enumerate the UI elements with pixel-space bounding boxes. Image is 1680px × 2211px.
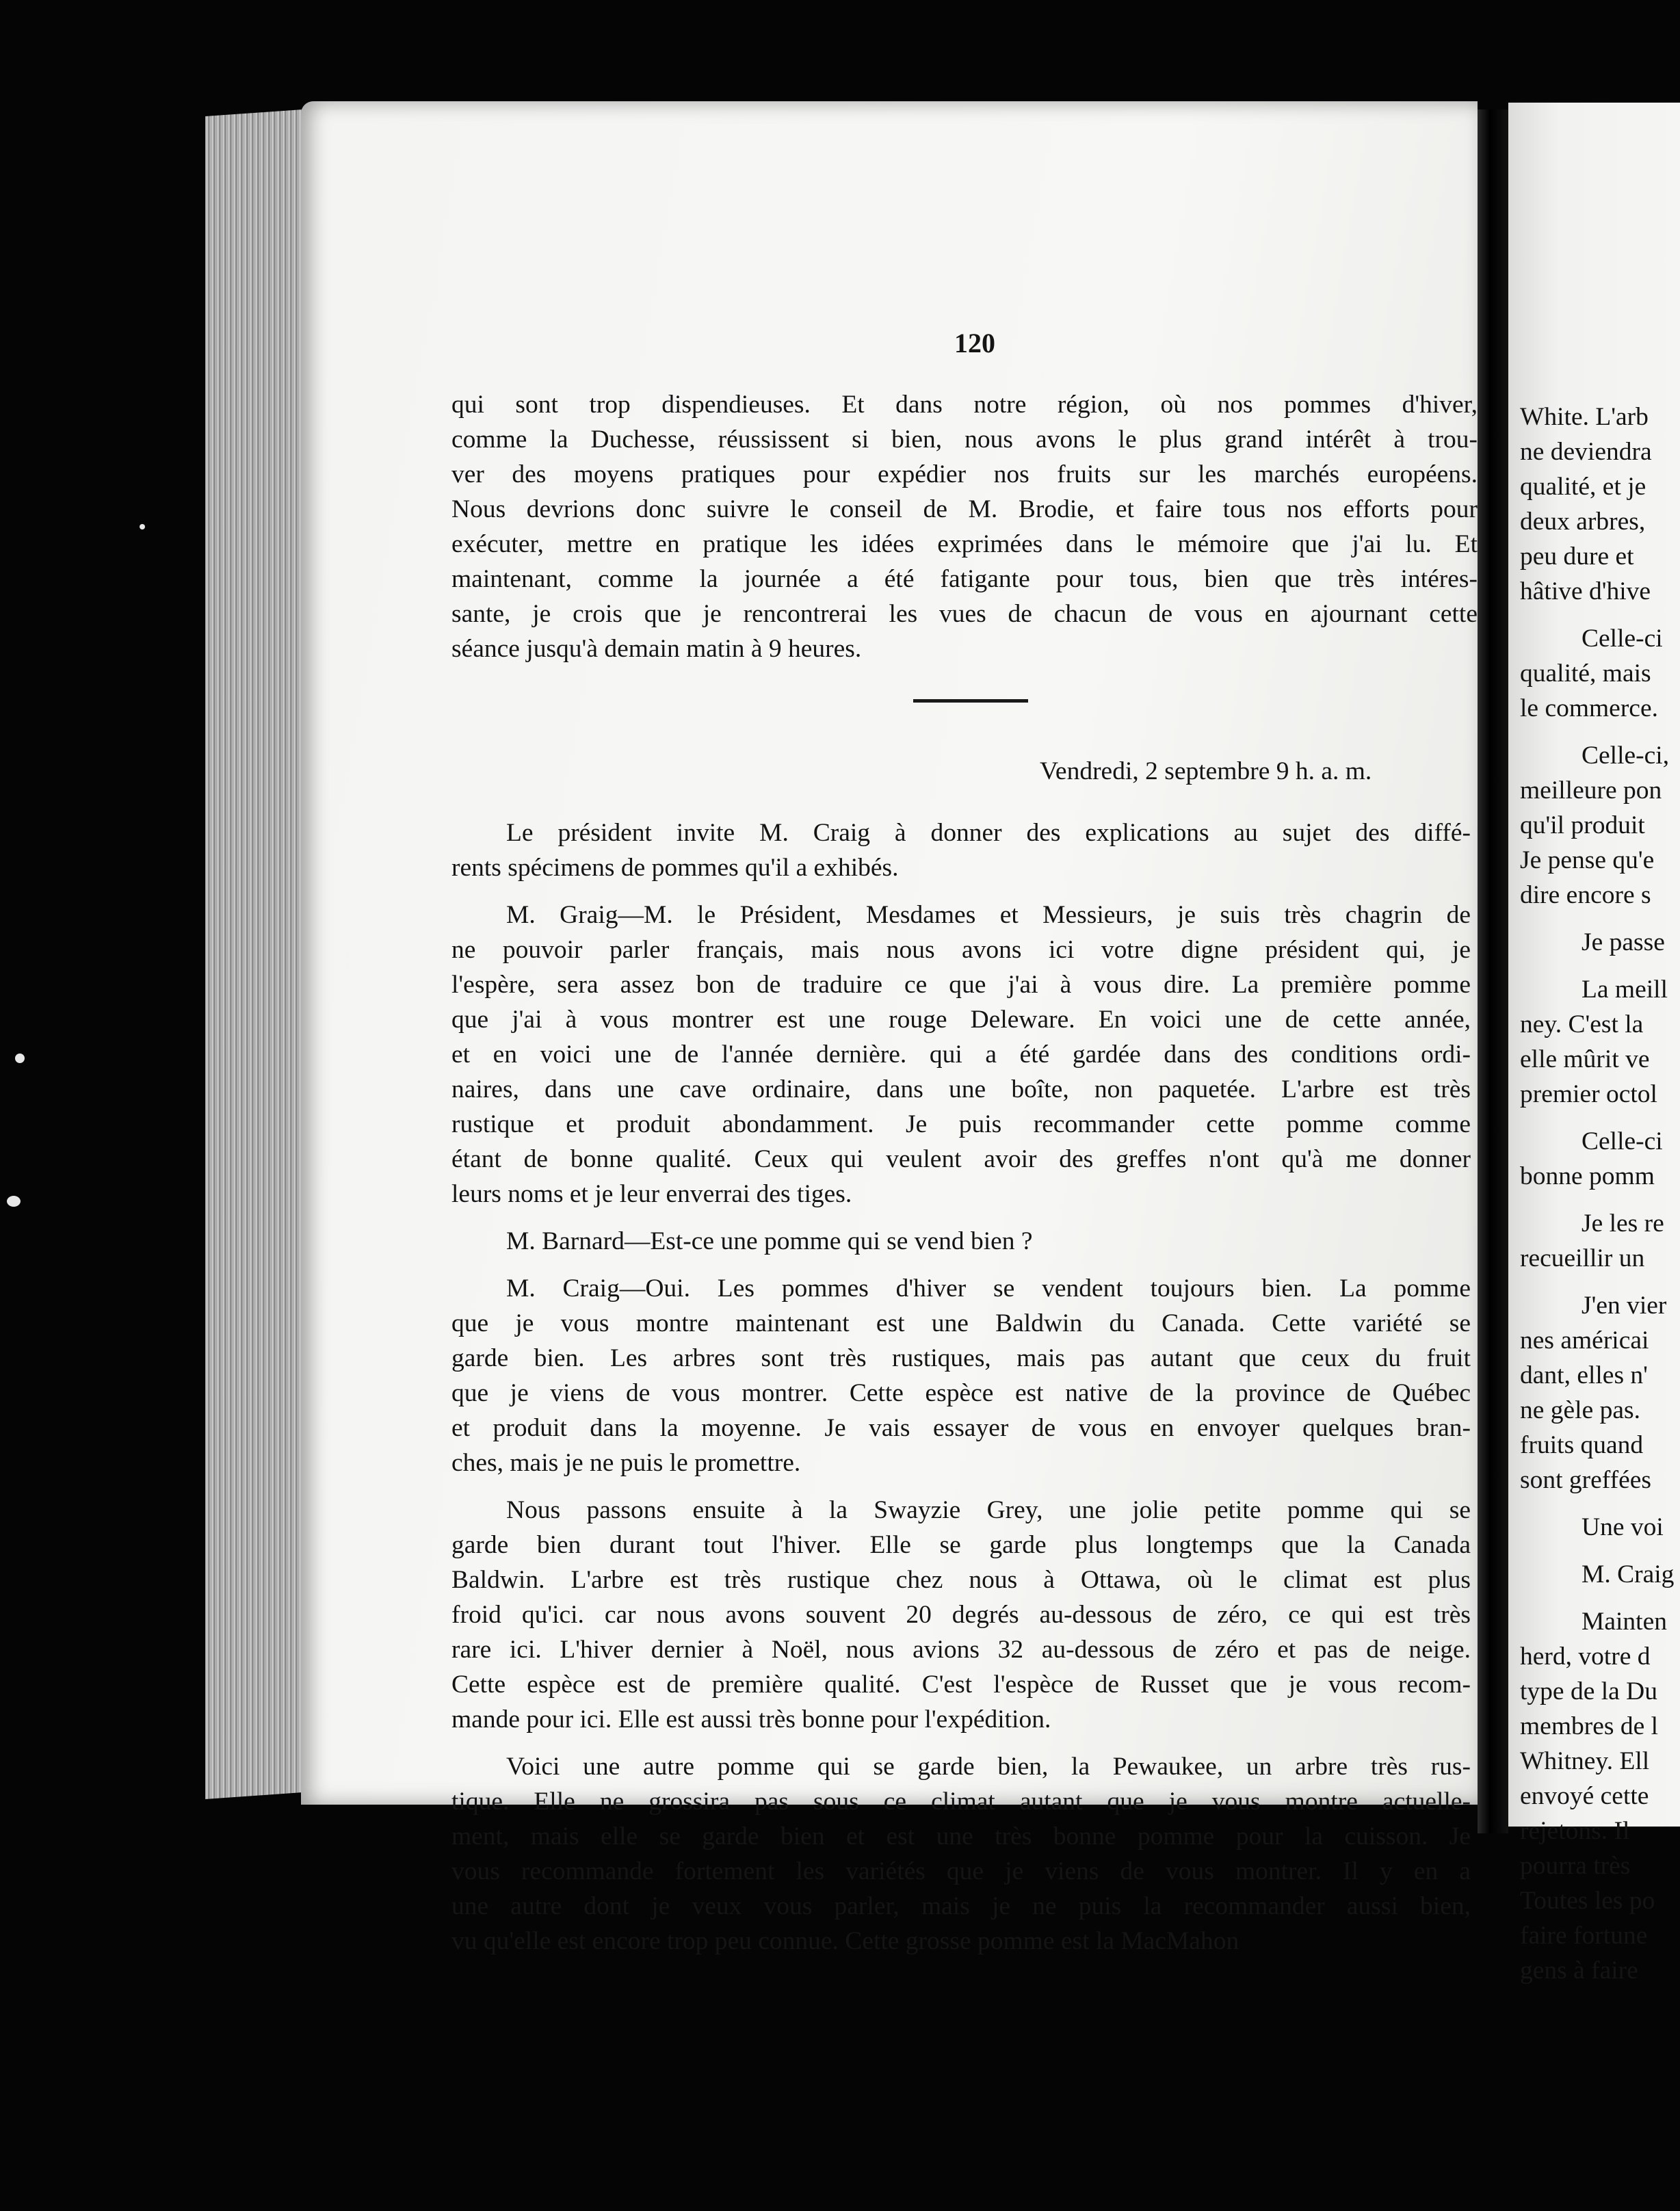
- text-line: ches, mais je ne puis le promettre.: [451, 1449, 801, 1477]
- minutes-body: [451, 815, 1471, 1959]
- paragraph-gap: [1520, 1194, 1680, 1206]
- text-line: Je les re: [1581, 1209, 1664, 1238]
- text-line: que j'ai à vous montrer est une rouge Deleware. En voici une de cette année,: [451, 1006, 1471, 1034]
- paragraph-gap: [451, 1212, 1471, 1224]
- text-line: ne gèle pas.: [1520, 1396, 1640, 1424]
- text-line: une autre dont je veux vous parler, mais je ne puis la recommander aussi bien,: [451, 1892, 1471, 1920]
- text-line: séance jusqu'à demain matin à 9 heures.: [451, 635, 862, 663]
- text-line: membres de l: [1520, 1712, 1659, 1740]
- text-line: faire fortune: [1520, 1922, 1648, 1950]
- text-line: garde bien. Les arbres sont très rustiques, mais pas autant que ceux du fruit: [451, 1344, 1471, 1372]
- paragraph-gap: [1520, 1592, 1680, 1604]
- text-line: Une voi: [1581, 1513, 1664, 1541]
- text-line: White. L'arb: [1520, 403, 1649, 431]
- paragraph-gap: [1520, 609, 1680, 621]
- text-line: étant de bonne qualité. Ceux qui veulent avoir des greffes n'ont qu'à me donner: [451, 1145, 1471, 1173]
- text-line: rare ici. L'hiver dernier à Noël, nous avions 32 au-dessous de zéro et pas de neige.: [451, 1636, 1471, 1664]
- right-page-text: [1520, 400, 1680, 2000]
- paragraph: [451, 815, 1471, 885]
- dust-speck: [15, 1054, 25, 1063]
- text-line: peu dure et: [1520, 542, 1634, 571]
- text-line: ver des moyens pratiques pour expédier nos fruits sur les marchés européens.: [451, 460, 1478, 488]
- text-line: ne deviendra: [1520, 438, 1652, 466]
- paragraph-gap: [451, 885, 1471, 898]
- text-line: J'en vier: [1581, 1292, 1667, 1320]
- text-line: pourra très: [1520, 1852, 1631, 1880]
- paragraph-gap: [1520, 1112, 1680, 1124]
- text-line: naires, dans une cave ordinaire, dans une boîte, non paquetée. L'arbre est très: [451, 1075, 1471, 1103]
- text-line: froid qu'ici. car nous avons souvent 20 degrés au-dessous de zéro, ce qui est très: [451, 1601, 1471, 1629]
- text-line: Je passe: [1581, 928, 1665, 956]
- text-line: dant, elles n': [1520, 1361, 1648, 1389]
- text-line: Celle-ci,: [1581, 742, 1670, 770]
- paragraph: [451, 1271, 1471, 1480]
- text-line: elle mûrit ve: [1520, 1045, 1650, 1073]
- text-line: vous recommande fortement les variétés que je viens de vous montrer. Il y en a: [451, 1857, 1471, 1885]
- text-line: maintenant, comme la journée a été fatigante pour tous, bien que très intéres-: [451, 565, 1478, 593]
- text-line: Whitney. Ell: [1520, 1747, 1650, 1775]
- paragraph-gap: [451, 1737, 1471, 1749]
- text-line: Toutes les po: [1520, 1887, 1655, 1915]
- text-line: qualité, mais: [1520, 659, 1651, 688]
- text-line: tique. Elle ne grossira pas sous ce climat autant que je vous montre actuelle-: [451, 1788, 1471, 1816]
- text-line: M. Graig—M. le Président, Mesdames et Messieurs, je suis très chagrin de: [506, 901, 1471, 929]
- text-line: garde bien durant tout l'hiver. Elle se garde plus longtemps que la Canada: [451, 1531, 1471, 1559]
- text-line: et en voici une de l'année dernière. qui a été gardée dans des conditions ordi-: [451, 1041, 1471, 1069]
- text-line: nes américai: [1520, 1326, 1649, 1355]
- paragraph: [451, 1224, 1471, 1259]
- text-line: Je pense qu'e: [1520, 846, 1655, 874]
- text-line: Voici une autre pomme qui se garde bien, la Pewaukee, un arbre très rus-: [506, 1753, 1471, 1781]
- text-line: qualité, et je: [1520, 473, 1646, 501]
- text-line: ne pouvoir parler français, mais nous avons ici votre digne président qui, je: [451, 936, 1471, 964]
- text-line: herd, votre d: [1520, 1643, 1651, 1671]
- text-line: Nous devrions donc suivre le conseil de M. Brodie, et faire tous nos efforts pour: [451, 495, 1478, 523]
- text-line: rejetons. Il: [1520, 1817, 1630, 1845]
- paragraph-gap: [451, 1259, 1471, 1271]
- text-line: mande pour ici. Elle est aussi très bonne pour l'expédition.: [451, 1705, 1051, 1734]
- text-line: fruits quand: [1520, 1431, 1644, 1459]
- text-line: et produit dans la moyenne. Je vais essayer de vous en envoyer quelques bran-: [451, 1414, 1471, 1442]
- opening-paragraph: [451, 387, 1478, 666]
- text-line: type de la Du: [1520, 1677, 1657, 1705]
- text-line: sante, je crois que je rencontrerai les vues de chacun de vous en ajournant cette: [451, 600, 1478, 628]
- page-edges: [205, 109, 315, 1799]
- paragraph: [451, 1493, 1471, 1737]
- paragraph-gap: [1520, 960, 1680, 972]
- text-line: sont greffées: [1520, 1466, 1651, 1494]
- text-line: M. Craig—Oui. Les pommes d'hiver se vendent toujours bien. La pomme: [506, 1274, 1471, 1303]
- text-line: ment, mais elle se garde bien et est une très bonne pomme pour la cuisson. Je: [451, 1822, 1471, 1850]
- text-line: que je viens de vous montrer. Cette espèce est native de la province de Québec: [451, 1379, 1471, 1407]
- paragraph-gap: [1520, 1497, 1680, 1510]
- text-line: Celle-ci: [1581, 625, 1663, 653]
- text-line: premier octol: [1520, 1080, 1657, 1108]
- text-line: La meill: [1581, 976, 1668, 1004]
- text-line: Le président invite M. Craig à donner des explications au sujet des diffé-: [506, 819, 1471, 847]
- text-line: leurs noms et je leur enverrai des tiges.: [451, 1180, 852, 1208]
- text-line: qu'il produit: [1520, 811, 1645, 839]
- text-line: rustique et produit abondamment. Je puis recommander cette pomme comme: [451, 1110, 1471, 1138]
- text-line: gens à faire: [1520, 1957, 1638, 1985]
- page-number: 120: [954, 328, 995, 358]
- text-line: Nous passons ensuite à la Swayzie Grey, une jolie petite pomme qui se: [506, 1496, 1471, 1524]
- text-line: que je vous montre maintenant est une Baldwin du Canada. Cette variété se: [451, 1309, 1471, 1337]
- text-line: hâtive d'hive: [1520, 577, 1651, 605]
- text-line: M. Craig: [1581, 1560, 1675, 1588]
- text-line: dire encore s: [1520, 881, 1651, 909]
- text-line: l'espère, sera assez bon de traduire ce que j'ai à vous dire. La première pomme: [451, 971, 1471, 999]
- paragraph-gap: [1520, 1276, 1680, 1288]
- dust-speck: [140, 524, 145, 529]
- text-line: Cette espèce est de première qualité. C'est l'espèce de Russet que je vous recom-: [451, 1671, 1471, 1699]
- text-line: envoyé cette: [1520, 1782, 1649, 1810]
- paragraph: [451, 1749, 1471, 1959]
- paragraph-gap: [1520, 1988, 1680, 2000]
- text-line: Mainten: [1581, 1608, 1667, 1636]
- section-divider-rule: [913, 699, 1028, 703]
- paragraph-gap: [1520, 913, 1680, 925]
- text-line: qui sont trop dispendieuses. Et dans notre région, où nos pommes d'hiver,: [451, 391, 1478, 419]
- text-line: M. Barnard—Est-ce une pomme qui se vend bien ?: [506, 1227, 1033, 1255]
- paragraph-gap: [451, 1480, 1471, 1493]
- book-gutter: [1478, 109, 1508, 1833]
- text-line: exécuter, mettre en pratique les idées exprimées dans le mémoire que j'ai lu. Et: [451, 530, 1478, 558]
- text-line: comme la Duchesse, réussissent si bien, nous avons le plus grand intérêt à trou-: [451, 426, 1478, 454]
- text-line: le commerce.: [1520, 694, 1658, 722]
- text-line: deux arbres,: [1520, 508, 1646, 536]
- dust-speck: [7, 1196, 21, 1207]
- text-line: vu qu'elle est encore trop peu connue. Cette grosse pomme est la MacMahon: [451, 1927, 1239, 1955]
- text-line: Celle-ci: [1581, 1127, 1663, 1155]
- session-dateline: Vendredi, 2 septembre 9 h. a. m.: [1040, 757, 1372, 785]
- text-line: meilleure pon: [1520, 776, 1662, 804]
- paragraph-gap: [1520, 726, 1680, 738]
- text-line: Baldwin. L'arbre est très rustique chez nous à Ottawa, où le climat est plus: [451, 1566, 1471, 1594]
- paragraph: [451, 898, 1471, 1212]
- text-line: recueillir un: [1520, 1244, 1645, 1272]
- text-line: bonne pomm: [1520, 1162, 1655, 1190]
- text-line: ney. C'est la: [1520, 1010, 1644, 1038]
- paragraph-gap: [1520, 1545, 1680, 1557]
- text-line: rents spécimens de pommes qu'il a exhibés.: [451, 854, 899, 882]
